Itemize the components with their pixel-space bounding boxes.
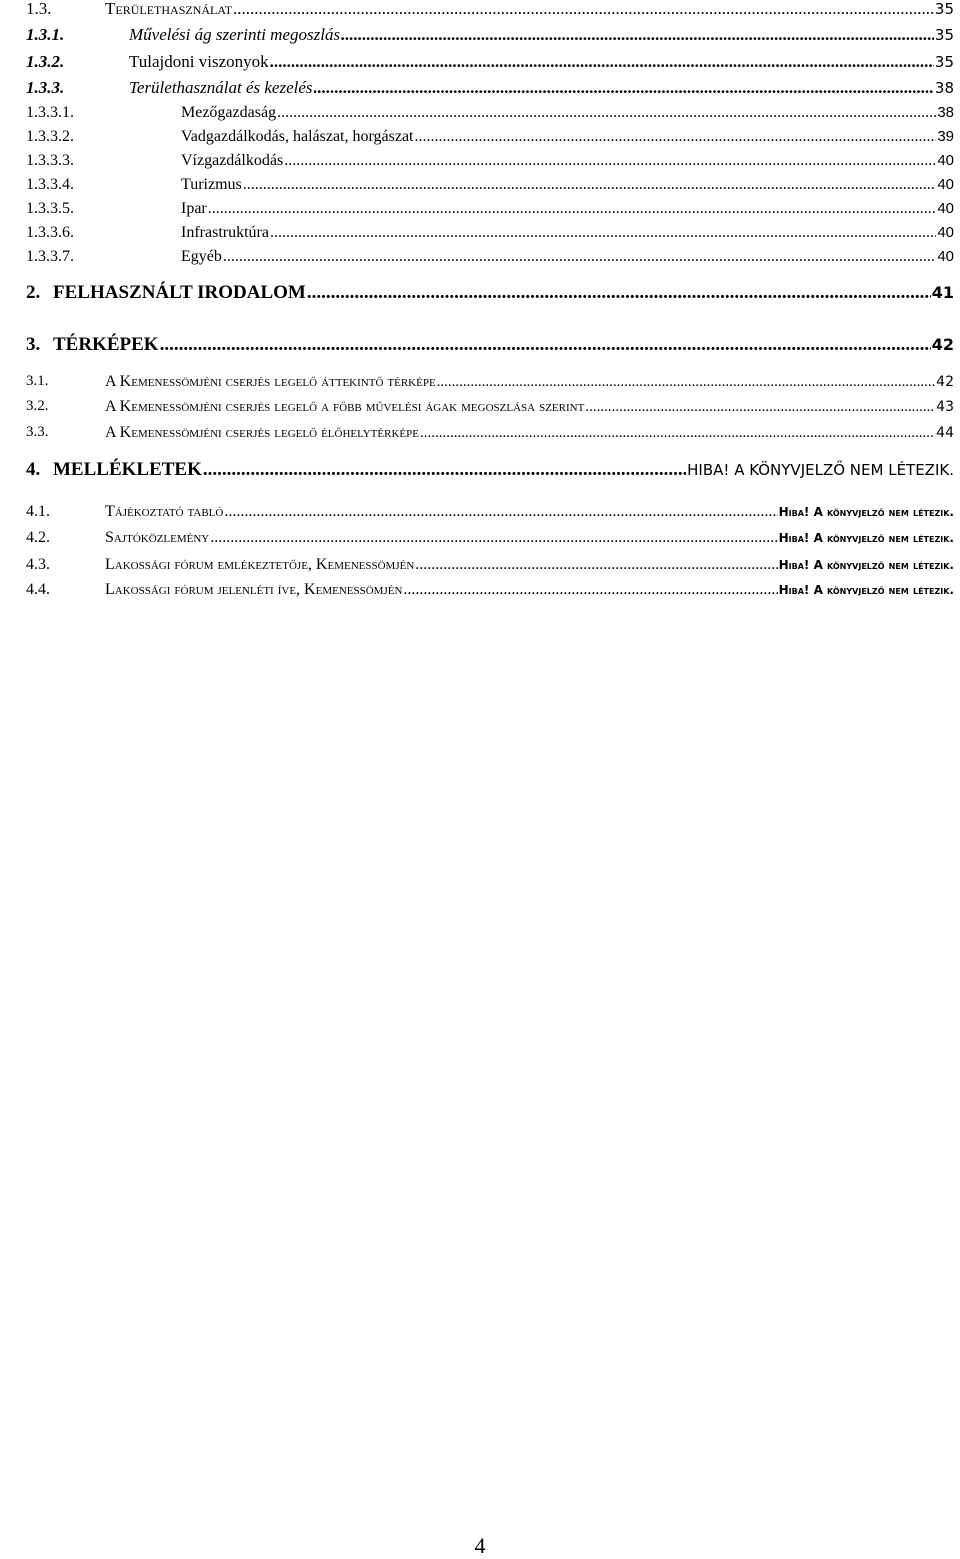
toc-entry-leader	[129, 52, 954, 72]
toc-entry-number: 3.2.	[26, 398, 49, 414]
toc-entry[interactable]	[26, 556, 954, 580]
toc-entry[interactable]	[26, 459, 954, 483]
toc-entry-title: Mezőgazdaság	[181, 104, 277, 121]
toc-entry-page: Hiba! A könyvjelző nem létezik.	[778, 531, 954, 545]
toc-entry-leader	[181, 248, 954, 266]
toc-entry-number: 1.3.	[26, 0, 52, 18]
toc-entry-leader	[105, 581, 954, 599]
toc-entry[interactable]	[26, 52, 954, 76]
toc-entry-number: 3.3.	[26, 424, 49, 440]
toc-entry[interactable]	[26, 200, 954, 224]
toc-entry-page: 38	[934, 79, 954, 97]
toc-entry-title: TÉRKÉPEK	[53, 334, 159, 355]
toc-entry-number: 3.1.	[26, 373, 49, 389]
toc-entry-number: 1.3.1.	[26, 25, 65, 44]
toc-entry-title: Területhasználat	[105, 0, 233, 18]
toc-entry[interactable]	[26, 424, 954, 448]
toc-entry[interactable]	[26, 282, 954, 306]
toc-entry-leader	[181, 200, 954, 218]
toc-entry-title: MELLÉKLETEK	[53, 459, 202, 480]
toc-entry-page: 35	[934, 53, 954, 71]
toc-entry-title: Infrastruktúra	[181, 224, 269, 241]
toc-entry-title: A Kemenessömjéni cserjés legelő a főbb művelési ágak megoszlása szerint	[105, 398, 585, 415]
toc-entry[interactable]	[26, 373, 954, 397]
toc-entry-title: A Kemenessömjéni cserjés legelő élőhelytérképe	[105, 424, 419, 441]
toc-entry[interactable]	[26, 78, 954, 102]
toc-entry-title: Művelési ág szerinti megoszlás	[129, 25, 341, 44]
toc-entry[interactable]	[26, 128, 954, 152]
toc-entry-page: 40	[937, 200, 954, 217]
toc-entry-page: HIBA! A KÖNYVJELZŐ NEM LÉTEZIK.	[687, 461, 954, 479]
toc-entry-title: Turizmus	[181, 176, 242, 193]
toc-entry[interactable]	[26, 529, 954, 553]
toc-entry-page: 40	[937, 176, 954, 193]
toc-entry-leader	[181, 176, 954, 194]
toc-entry-page: Hiba! A könyvjelző nem létezik.	[778, 558, 954, 572]
toc-entry-title: Tájékoztató tabló	[105, 503, 224, 520]
page-number: 4	[474, 1533, 486, 1558]
toc-entry-leader	[181, 152, 954, 170]
toc-entry[interactable]	[26, 224, 954, 248]
toc-entry[interactable]	[26, 176, 954, 200]
toc-entry[interactable]	[26, 0, 954, 23]
toc-entry-page: 35	[934, 26, 954, 44]
toc-entry-leader	[105, 398, 954, 416]
toc-entry-number: 1.3.3.1.	[26, 104, 74, 121]
toc-entry-number: 1.3.3.2.	[26, 128, 74, 145]
toc-entry-leader	[129, 78, 954, 98]
toc-entry-title: Vízgazdálkodás	[181, 152, 284, 169]
toc-entry[interactable]	[26, 104, 954, 128]
toc-entry[interactable]	[26, 581, 954, 605]
toc-entry-number: 4.4.	[26, 581, 50, 598]
toc-entry-title: FELHASZNÁLT IRODALOM	[53, 282, 306, 303]
toc-entry-number: 1.3.3.3.	[26, 152, 74, 169]
toc-entry-page: 40	[937, 152, 954, 169]
toc-entry-title: A Kemenessömjéni cserjés legelő áttekintő térképe	[105, 373, 436, 390]
toc-entry[interactable]	[26, 334, 954, 358]
toc-entry-leader	[53, 334, 954, 356]
toc-entry-page: Hiba! A könyvjelző nem létezik.	[778, 583, 954, 597]
toc-entry-title: Egyéb	[181, 248, 222, 265]
toc-entry-page: 39	[937, 128, 954, 145]
toc-entry-number: 1.3.2.	[26, 52, 65, 71]
toc-entry-leader	[105, 0, 954, 19]
toc-entry-page: 40	[937, 224, 954, 241]
toc-entry[interactable]	[26, 503, 954, 527]
toc-entry-title: Területhasználat és kezelés	[129, 78, 313, 97]
toc-entry[interactable]	[26, 25, 954, 49]
toc-entry-leader	[181, 104, 954, 122]
toc-entry-leader	[181, 224, 954, 242]
toc-entry-leader	[105, 529, 954, 547]
toc-entry[interactable]	[26, 248, 954, 272]
toc-entry-leader	[105, 556, 954, 574]
toc-entry-title: Vadgazdálkodás, halászat, horgászat	[181, 128, 414, 145]
toc-entry-page: 42	[936, 374, 954, 390]
toc-entry-page: 41	[931, 283, 954, 302]
toc-entry-number: 1.3.3.4.	[26, 176, 74, 193]
toc-entry-page: 44	[936, 425, 954, 441]
toc-entry-number: 2.	[26, 282, 41, 303]
toc-entry-number: 4.3.	[26, 556, 50, 573]
toc-entry-title: Ipar	[181, 200, 207, 217]
toc-entry-title: Lakossági fórum jelenléti íve, Kemenessömjén	[105, 581, 403, 598]
toc-entry-page: 38	[937, 104, 954, 121]
toc-entry-number: 1.3.3.5.	[26, 200, 74, 217]
toc-entry-leader	[129, 25, 954, 45]
toc-entry-page: 42	[931, 335, 954, 354]
toc-entry-page: 43	[936, 399, 954, 415]
toc-entry[interactable]	[26, 152, 954, 176]
toc-entry-leader	[105, 424, 954, 442]
toc-entry-leader	[105, 503, 954, 521]
toc-entry-number: 1.3.3.7.	[26, 248, 74, 265]
toc-entry-page: Hiba! A könyvjelző nem létezik.	[778, 505, 954, 519]
toc-entry-leader	[53, 282, 954, 304]
toc-entry-number: 4.	[26, 459, 41, 480]
toc-entry-leader	[53, 459, 954, 481]
toc-entry-number: 3.	[26, 334, 41, 355]
toc-entry-number: 4.2.	[26, 529, 50, 546]
toc-entry-leader	[105, 373, 954, 391]
toc-entry[interactable]	[26, 398, 954, 422]
toc-entry-title: Lakossági fórum emlékeztetője, Kemenessömjén	[105, 556, 415, 573]
toc-entry-number: 1.3.3.	[26, 78, 65, 97]
toc-entry-title: Sajtóközlemény	[105, 529, 210, 546]
toc-entry-title: Tulajdoni viszonyok	[129, 52, 269, 71]
toc-entry-page: 35	[934, 0, 954, 18]
toc-entry-number: 4.1.	[26, 503, 50, 520]
toc-entry-leader	[181, 128, 954, 146]
toc-entry-number: 1.3.3.6.	[26, 224, 74, 241]
toc-entry-page: 40	[937, 248, 954, 265]
